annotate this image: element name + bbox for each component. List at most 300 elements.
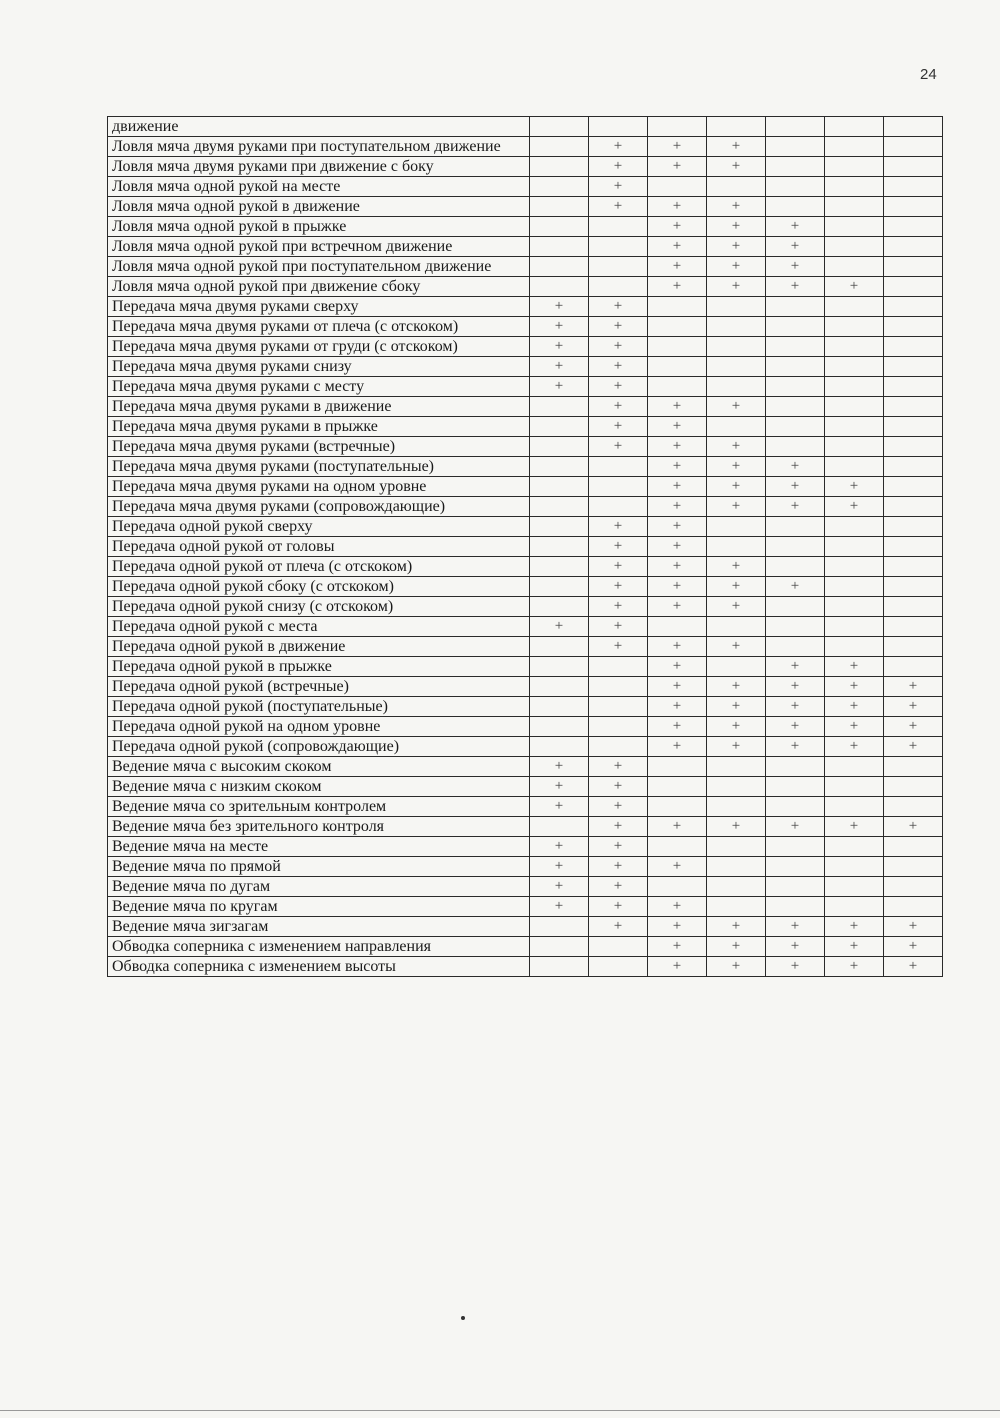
mark-cell [766, 357, 825, 377]
mark-cell: + [589, 837, 648, 857]
mark-cell [884, 137, 943, 157]
mark-cell [530, 457, 589, 477]
table-row [108, 297, 943, 317]
mark-cell [530, 257, 589, 277]
mark-cell: + [825, 697, 884, 717]
mark-cell [648, 357, 707, 377]
mark-cell [530, 817, 589, 837]
table-row [108, 397, 943, 417]
mark-cell [825, 317, 884, 337]
mark-cell [884, 497, 943, 517]
mark-cell: + [707, 277, 766, 297]
mark-cell: + [589, 777, 648, 797]
mark-cell [707, 297, 766, 317]
mark-cell: + [648, 137, 707, 157]
mark-cell: + [589, 177, 648, 197]
mark-cell: + [530, 857, 589, 877]
mark-cell: + [648, 957, 707, 977]
mark-cell [766, 757, 825, 777]
mark-cell: + [707, 477, 766, 497]
table-row [108, 797, 943, 817]
mark-cell [825, 597, 884, 617]
mark-cell: + [648, 657, 707, 677]
mark-cell [589, 457, 648, 477]
mark-cell: + [884, 917, 943, 937]
mark-cell [884, 637, 943, 657]
exercise-name-cell: Ведение мяча по прямой [108, 857, 530, 877]
mark-cell [825, 757, 884, 777]
mark-cell: + [589, 537, 648, 557]
mark-cell: + [589, 617, 648, 637]
mark-cell [825, 397, 884, 417]
mark-cell [766, 797, 825, 817]
mark-cell [648, 617, 707, 637]
mark-cell [766, 157, 825, 177]
mark-cell [766, 437, 825, 457]
mark-cell: + [825, 277, 884, 297]
exercise-name-cell: Ведение мяча со зрительным контролем [108, 797, 530, 817]
mark-cell: + [766, 237, 825, 257]
mark-cell: + [766, 277, 825, 297]
mark-cell [707, 837, 766, 857]
mark-cell: + [766, 677, 825, 697]
table-row [108, 477, 943, 497]
mark-cell [884, 857, 943, 877]
mark-cell: + [825, 737, 884, 757]
table-row [108, 937, 943, 957]
mark-cell [766, 877, 825, 897]
mark-cell: + [589, 417, 648, 437]
mark-cell: + [648, 937, 707, 957]
mark-cell [884, 277, 943, 297]
mark-cell: + [648, 857, 707, 877]
table-row [108, 837, 943, 857]
mark-cell [530, 517, 589, 537]
mark-cell [530, 577, 589, 597]
mark-cell [825, 837, 884, 857]
exercise-name-cell: Ловля мяча одной рукой при поступательном движение [108, 257, 530, 277]
mark-cell [530, 497, 589, 517]
mark-cell: + [707, 917, 766, 937]
mark-cell [884, 297, 943, 317]
mark-cell [825, 577, 884, 597]
exercise-name-cell: Ведение мяча по кругам [108, 897, 530, 917]
mark-cell [766, 417, 825, 437]
mark-cell [707, 177, 766, 197]
mark-cell [766, 337, 825, 357]
mark-cell [884, 117, 943, 137]
mark-cell: + [530, 357, 589, 377]
exercise-name-cell: Передача одной рукой с места [108, 617, 530, 637]
table-row [108, 577, 943, 597]
mark-cell: + [530, 297, 589, 317]
mark-cell [766, 377, 825, 397]
exercise-name-cell: движение [108, 117, 530, 137]
page-number: 24 [920, 66, 937, 83]
mark-cell [589, 477, 648, 497]
mark-cell [530, 957, 589, 977]
mark-cell [884, 177, 943, 197]
mark-cell: + [707, 157, 766, 177]
mark-cell: + [530, 877, 589, 897]
exercise-name-cell: Передача одной рукой сбоку (с отскоком) [108, 577, 530, 597]
mark-cell: + [648, 737, 707, 757]
mark-cell [884, 357, 943, 377]
mark-cell: + [707, 497, 766, 517]
mark-cell [530, 677, 589, 697]
mark-cell [884, 397, 943, 417]
mark-cell: + [825, 957, 884, 977]
mark-cell [766, 837, 825, 857]
mark-cell [707, 317, 766, 337]
mark-cell: + [766, 957, 825, 977]
mark-cell: + [884, 677, 943, 697]
mark-cell: + [530, 837, 589, 857]
mark-cell [766, 637, 825, 657]
table-row [108, 117, 943, 137]
table-row [108, 377, 943, 397]
mark-cell [884, 837, 943, 857]
mark-cell [707, 417, 766, 437]
mark-cell [825, 897, 884, 917]
exercise-name-cell: Ловля мяча одной рукой на месте [108, 177, 530, 197]
mark-cell [825, 417, 884, 437]
mark-cell [766, 177, 825, 197]
mark-cell [884, 337, 943, 357]
mark-cell: + [766, 937, 825, 957]
mark-cell [884, 757, 943, 777]
mark-cell [530, 477, 589, 497]
mark-cell: + [825, 717, 884, 737]
mark-cell [589, 937, 648, 957]
mark-cell: + [766, 217, 825, 237]
exercise-name-cell: Ловля мяча одной рукой при движение сбоку [108, 277, 530, 297]
mark-cell: + [648, 277, 707, 297]
mark-cell: + [707, 697, 766, 717]
mark-cell [648, 797, 707, 817]
mark-cell [884, 237, 943, 257]
exercise-name-cell: Передача одной рукой в движение [108, 637, 530, 657]
mark-cell [884, 797, 943, 817]
mark-cell: + [707, 257, 766, 277]
mark-cell [884, 657, 943, 677]
table-row [108, 497, 943, 517]
mark-cell: + [884, 957, 943, 977]
mark-cell [884, 577, 943, 597]
mark-cell [825, 257, 884, 277]
skills-table [107, 116, 943, 977]
mark-cell: + [648, 157, 707, 177]
mark-cell [825, 637, 884, 657]
mark-cell [884, 617, 943, 637]
mark-cell: + [589, 397, 648, 417]
mark-cell [884, 537, 943, 557]
exercise-name-cell: Ловля мяча одной рукой при встречном движение [108, 237, 530, 257]
mark-cell: + [766, 477, 825, 497]
table-row [108, 157, 943, 177]
exercise-name-cell: Передача мяча двумя руками в прыжке [108, 417, 530, 437]
table-row [108, 457, 943, 477]
mark-cell: + [530, 617, 589, 637]
mark-cell: + [707, 597, 766, 617]
mark-cell [648, 297, 707, 317]
mark-cell [530, 537, 589, 557]
mark-cell [589, 497, 648, 517]
mark-cell [884, 877, 943, 897]
table-row [108, 197, 943, 217]
mark-cell: + [707, 957, 766, 977]
mark-cell: + [825, 937, 884, 957]
mark-cell: + [589, 797, 648, 817]
table-row [108, 717, 943, 737]
mark-cell [825, 237, 884, 257]
mark-cell: + [825, 477, 884, 497]
table-row [108, 677, 943, 697]
mark-cell: + [589, 857, 648, 877]
mark-cell [707, 377, 766, 397]
mark-cell: + [648, 917, 707, 937]
mark-cell: + [766, 657, 825, 677]
mark-cell [707, 617, 766, 637]
mark-cell [766, 597, 825, 617]
table-row [108, 617, 943, 637]
mark-cell: + [589, 137, 648, 157]
mark-cell: + [589, 877, 648, 897]
exercise-name-cell: Передача одной рукой снизу (с отскоком) [108, 597, 530, 617]
table-row [108, 737, 943, 757]
mark-cell [530, 137, 589, 157]
mark-cell: + [589, 437, 648, 457]
mark-cell [707, 897, 766, 917]
mark-cell: + [648, 477, 707, 497]
mark-cell [530, 937, 589, 957]
page-bottom-edge [0, 1410, 1000, 1411]
mark-cell: + [707, 577, 766, 597]
mark-cell [530, 717, 589, 737]
mark-cell [766, 557, 825, 577]
mark-cell: + [707, 937, 766, 957]
mark-cell: + [589, 337, 648, 357]
mark-cell: + [766, 577, 825, 597]
mark-cell [825, 157, 884, 177]
mark-cell [884, 597, 943, 617]
mark-cell: + [707, 557, 766, 577]
mark-cell [766, 617, 825, 637]
mark-cell [884, 517, 943, 537]
mark-cell: + [825, 657, 884, 677]
mark-cell [766, 317, 825, 337]
mark-cell: + [648, 197, 707, 217]
table-row [108, 557, 943, 577]
mark-cell [707, 877, 766, 897]
mark-cell [589, 957, 648, 977]
mark-cell [648, 777, 707, 797]
mark-cell: + [589, 897, 648, 917]
mark-cell [825, 357, 884, 377]
table-row [108, 877, 943, 897]
mark-cell: + [648, 417, 707, 437]
mark-cell [589, 277, 648, 297]
mark-cell: + [648, 677, 707, 697]
mark-cell: + [707, 197, 766, 217]
mark-cell [766, 897, 825, 917]
mark-cell [707, 537, 766, 557]
exercise-name-cell: Передача мяча двумя руками (встречные) [108, 437, 530, 457]
scan-dot [461, 1316, 465, 1320]
mark-cell: + [589, 357, 648, 377]
mark-cell: + [648, 217, 707, 237]
mark-cell: + [648, 497, 707, 517]
mark-cell [707, 517, 766, 537]
mark-cell: + [530, 377, 589, 397]
mark-cell [884, 317, 943, 337]
mark-cell: + [766, 457, 825, 477]
mark-cell [766, 197, 825, 217]
mark-cell [589, 677, 648, 697]
mark-cell [884, 437, 943, 457]
mark-cell [884, 557, 943, 577]
mark-cell [825, 197, 884, 217]
table-row [108, 317, 943, 337]
exercise-name-cell: Передача мяча двумя руками сверху [108, 297, 530, 317]
mark-cell: + [589, 517, 648, 537]
mark-cell: + [648, 537, 707, 557]
mark-cell: + [530, 337, 589, 357]
exercise-name-cell: Передача одной рукой от плеча (с отскоком) [108, 557, 530, 577]
mark-cell: + [648, 557, 707, 577]
mark-cell [884, 457, 943, 477]
mark-cell: + [589, 197, 648, 217]
mark-cell: + [648, 257, 707, 277]
mark-cell [530, 917, 589, 937]
table-row [108, 417, 943, 437]
mark-cell: + [707, 457, 766, 477]
exercise-name-cell: Ведение мяча на месте [108, 837, 530, 857]
exercise-name-cell: Ловля мяча двумя руками при движение с боку [108, 157, 530, 177]
mark-cell [530, 237, 589, 257]
mark-cell [884, 217, 943, 237]
mark-cell: + [707, 137, 766, 157]
mark-cell [648, 877, 707, 897]
mark-cell: + [648, 517, 707, 537]
mark-cell [884, 257, 943, 277]
mark-cell [884, 377, 943, 397]
mark-cell [766, 857, 825, 877]
exercise-name-cell: Передача одной рукой (встречные) [108, 677, 530, 697]
mark-cell: + [707, 637, 766, 657]
mark-cell [530, 217, 589, 237]
mark-cell [884, 417, 943, 437]
mark-cell [648, 377, 707, 397]
exercise-name-cell: Ведение мяча без зрительного контроля [108, 817, 530, 837]
mark-cell: + [589, 637, 648, 657]
mark-cell: + [884, 937, 943, 957]
table-row [108, 817, 943, 837]
mark-cell [825, 117, 884, 137]
table-row [108, 537, 943, 557]
mark-cell: + [589, 577, 648, 597]
table-row [108, 177, 943, 197]
mark-cell: + [766, 737, 825, 757]
table-row [108, 337, 943, 357]
exercise-name-cell: Передача мяча двумя руками в движение [108, 397, 530, 417]
mark-cell: + [707, 817, 766, 837]
mark-cell [648, 757, 707, 777]
exercise-name-cell: Передача одной рукой на одном уровне [108, 717, 530, 737]
mark-cell [766, 537, 825, 557]
mark-cell: + [766, 717, 825, 737]
mark-cell: + [589, 597, 648, 617]
mark-cell [766, 297, 825, 317]
mark-cell [530, 657, 589, 677]
table-row [108, 637, 943, 657]
exercise-name-cell: Ловля мяча двумя руками при поступательном движение [108, 137, 530, 157]
exercise-name-cell: Ведение мяча с низким скоком [108, 777, 530, 797]
mark-cell: + [707, 737, 766, 757]
mark-cell [766, 517, 825, 537]
table-row [108, 257, 943, 277]
mark-cell: + [825, 677, 884, 697]
mark-cell: + [766, 697, 825, 717]
exercise-name-cell: Передача одной рукой от головы [108, 537, 530, 557]
mark-cell [766, 117, 825, 137]
mark-cell [530, 397, 589, 417]
exercise-name-cell: Передача одной рукой сверху [108, 517, 530, 537]
table-row [108, 697, 943, 717]
table-row [108, 277, 943, 297]
exercise-name-cell: Обводка соперника с изменением высоты [108, 957, 530, 977]
mark-cell: + [648, 637, 707, 657]
mark-cell [530, 697, 589, 717]
mark-cell: + [648, 597, 707, 617]
mark-cell: + [530, 797, 589, 817]
table-row [108, 857, 943, 877]
exercise-name-cell: Ведение мяча с высоким скоком [108, 757, 530, 777]
mark-cell: + [648, 897, 707, 917]
mark-cell: + [884, 717, 943, 737]
exercise-name-cell: Передача мяча двумя руками (поступательные) [108, 457, 530, 477]
mark-cell: + [766, 917, 825, 937]
exercise-name-cell: Передача мяча двумя руками от плеча (с отскоком) [108, 317, 530, 337]
exercise-name-cell: Передача мяча двумя руками снизу [108, 357, 530, 377]
table-row [108, 777, 943, 797]
mark-cell [825, 437, 884, 457]
exercise-name-cell: Передача мяча двумя руками с месту [108, 377, 530, 397]
mark-cell: + [589, 817, 648, 837]
mark-cell [825, 137, 884, 157]
mark-cell [530, 737, 589, 757]
mark-cell [825, 297, 884, 317]
mark-cell [648, 337, 707, 357]
mark-cell: + [825, 917, 884, 937]
skills-table-body [108, 117, 943, 977]
mark-cell [589, 717, 648, 737]
mark-cell [825, 557, 884, 577]
table-row [108, 437, 943, 457]
table-row [108, 517, 943, 537]
table-row [108, 757, 943, 777]
mark-cell [589, 657, 648, 677]
mark-cell: + [589, 917, 648, 937]
exercise-name-cell: Обводка соперника с изменением направления [108, 937, 530, 957]
mark-cell: + [766, 257, 825, 277]
mark-cell: + [707, 677, 766, 697]
mark-cell [589, 117, 648, 137]
mark-cell [707, 337, 766, 357]
mark-cell [589, 737, 648, 757]
mark-cell [766, 777, 825, 797]
mark-cell [707, 857, 766, 877]
